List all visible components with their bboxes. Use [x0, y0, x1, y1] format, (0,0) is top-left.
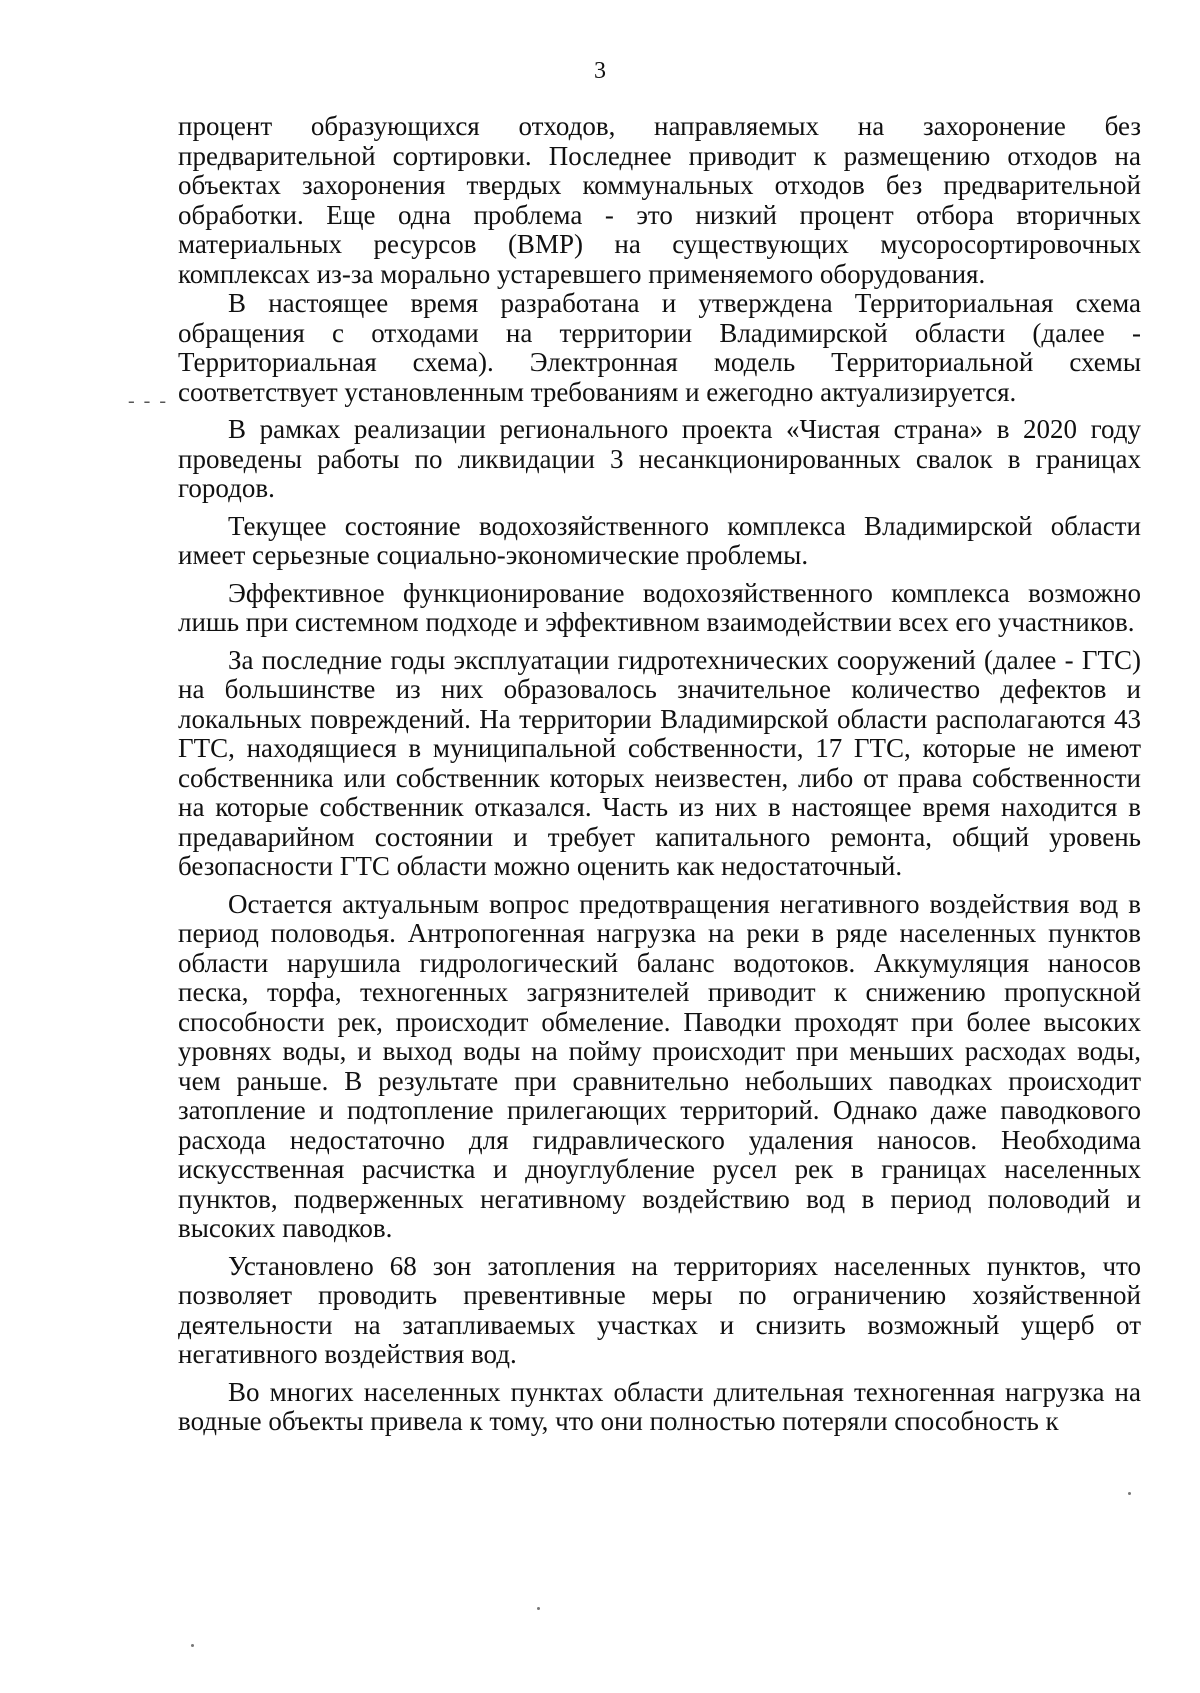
- scan-speck: [537, 1607, 540, 1610]
- paragraph-3: В рамках реализации регионального проекта «Чистая страна» в 2020 году проведены работы по ликвидации 3 несанкционированных свалок в границах городов.: [178, 414, 1141, 503]
- margin-mark: - - -: [128, 390, 168, 412]
- scan-speck: [1128, 1492, 1131, 1495]
- paragraph-5: Эффективное функционирование водохозяйственного комплекса возможно лишь при системном подходе и эффективном взаимодействии всех его участников.: [178, 577, 1141, 637]
- paragraph-4: Текущее состояние водохозяйственного комплекса Владимирской области имеет серьезные социально-экономические проблемы.: [178, 510, 1141, 570]
- paragraph-7: Остается актуальным вопрос предотвращения негативного воздействия вод в период половодья. Антропогенная нагрузка на реки в ряде населенных пунктов области нарушила гидрологический баланс водотоков. Аккумуляция наносов песка, торфа, техногенных загрязнителей приводит к снижению пропускной способности рек, происходит обмеление. Паводки проходят при более высоких уровнях воды, и выход воды на пойму происходит при меньших расходах воды, чем раньше. В результате при сравнительно небольших паводках происходит затопление и подтопление прилегающих территорий. Однако даже паводкового расхода недостаточно для гидравлического удаления наносов. Необходима искусственная расчистка и дноуглубление русел рек в границах населенных пунктов, подверженных негативному воздействию вод в период половодий и высоких паводков.: [178, 888, 1141, 1243]
- paragraph-6: За последние годы эксплуатации гидротехнических сооружений (далее - ГТС) на большинстве из них образовалось значительное количество дефектов и локальных повреждений. На территории Владимирской области располагаются 43 ГТС, находящиеся в муниципальной собственности, 17 ГТС, которые не имеют собственника или собственник которых неизвестен, либо от права собственности на которые собственник отказался. Часть из них в настоящее время находится в предаварийном состоянии и требует капитального ремонта, общий уровень безопасности ГТС области можно оценить как недостаточный.: [178, 644, 1141, 881]
- paragraph-2: В настоящее время разработана и утверждена Территориальная схема обращения с отходами на территории Владимирской области (далее - Территориальная схема). Электронная модель Территориальной схемы соответствует установленным требованиям и ежегодно актуализируется.: [178, 288, 1141, 407]
- paragraph-9: Во многих населенных пунктах области длительная техногенная нагрузка на водные объекты привела к тому, что они полностью потеряли способность к: [178, 1376, 1141, 1436]
- paragraph-1: процент образующихся отходов, направляемых на захоронение без предварительной сортировки. Последнее приводит к размещению отходов на объектах захоронения твердых коммунальных отходов без предварительной обработки. Еще одна проблема - это низкий процент отбора вторичных материальных ресурсов (ВМР) на существующих мусоросортировочных комплексах из-за морально устаревшего применяемого оборудования.: [178, 111, 1141, 289]
- paragraph-8: Установлено 68 зон затопления на территориях населенных пунктов, что позволяет проводить превентивные меры по ограничению хозяйственной деятельности на затапливаемых участках и снизить возможный ущерб от негативного воздействия вод.: [178, 1250, 1141, 1369]
- scan-speck: [191, 1644, 194, 1647]
- page-number: 3: [594, 58, 606, 84]
- document-body: [178, 112, 1141, 1437]
